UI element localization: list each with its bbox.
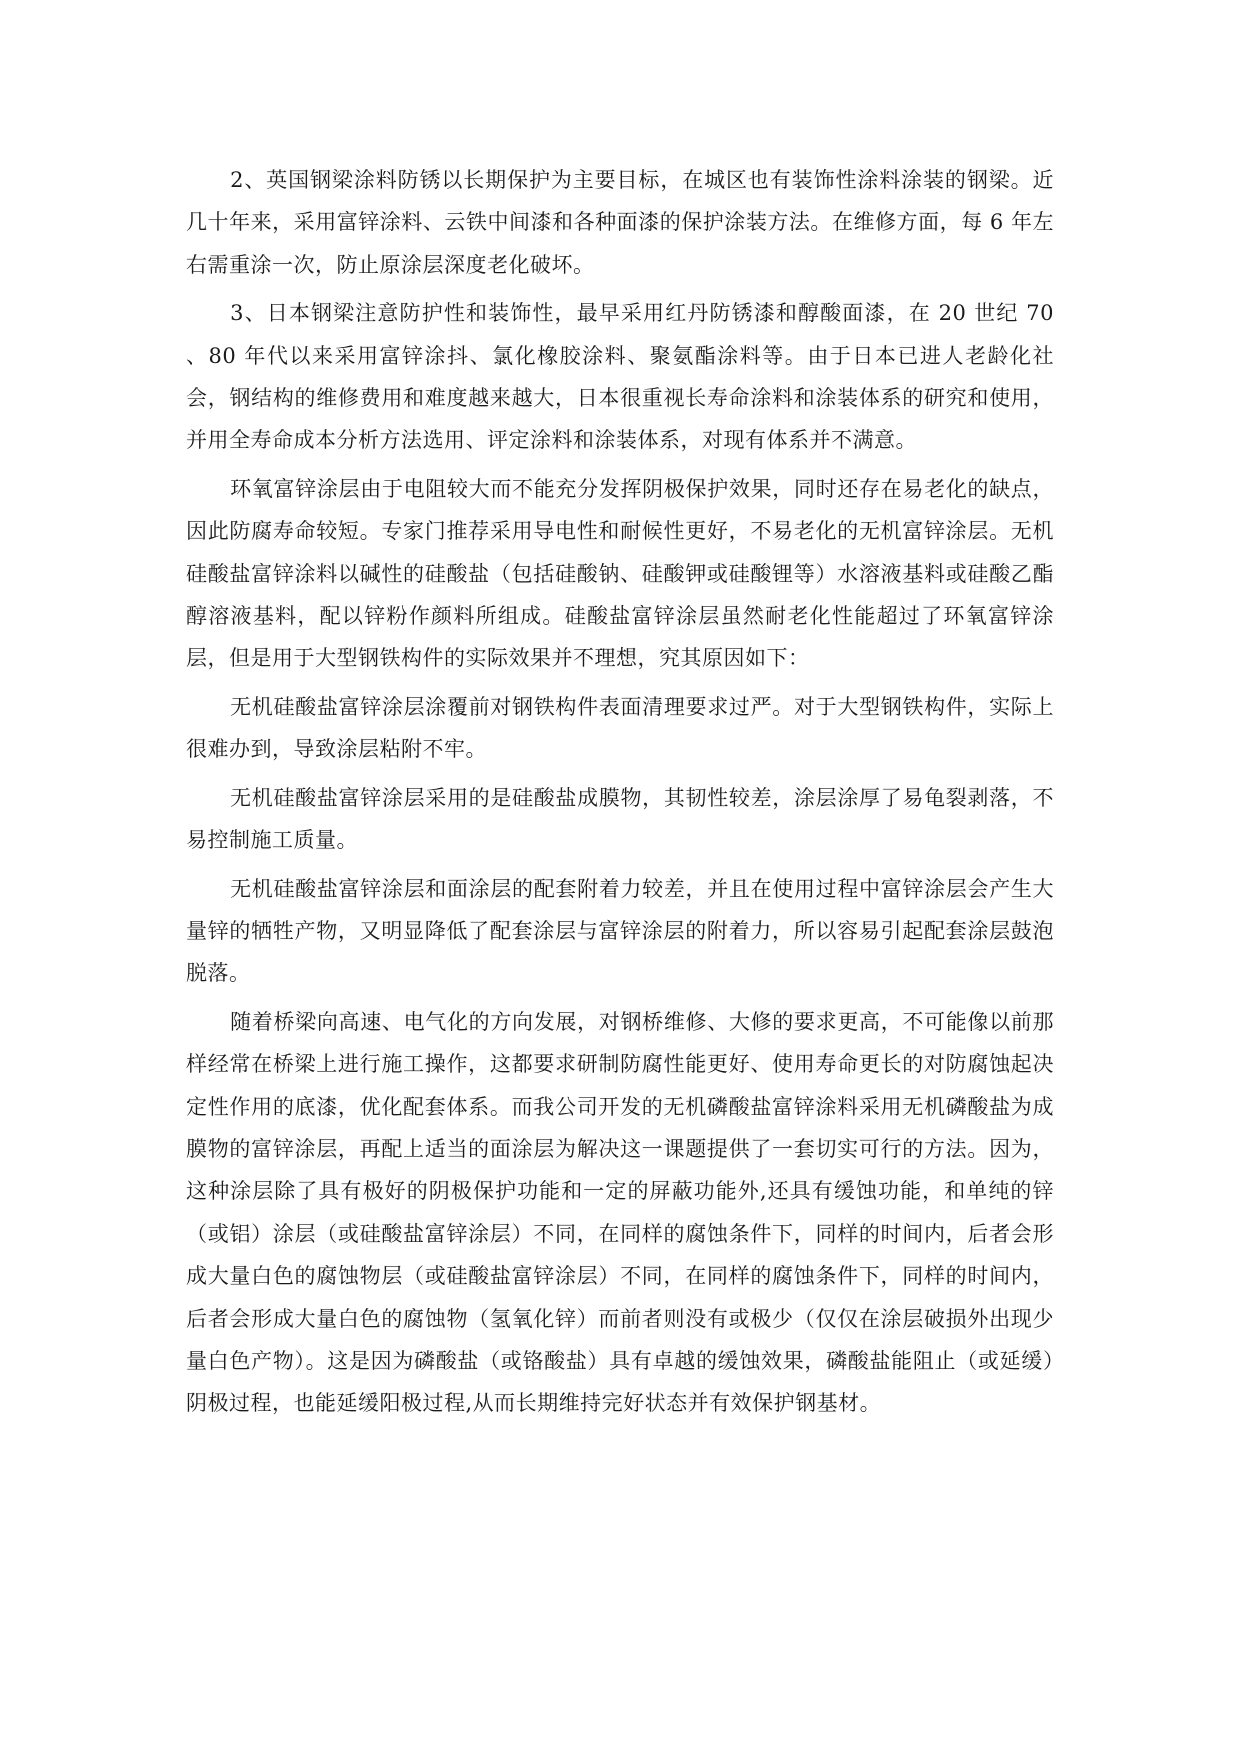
paragraph-adhesion: 无机硅酸盐富锌涂层和面涂层的配套附着力较差，并且在使用过程中富锌涂层会产生大量锌的牺牲产物，又明显降低了配套涂层与富锌涂层的附着力，所以容易引起配套涂层鼓泡脱落。 xyxy=(186,876,1054,986)
paragraph-uk-steel-beams: 2、英国钢梁涂料防锈以长期保护为主要目标，在城区也有装饰性涂料涂装的钢梁。近几十年来，采用富锌涂料、云铁中间漆和各种面漆的保护涂装方法。在维修方面，每 6 年左右需重涂一次，防止原涂层深度老化破坏。 xyxy=(186,168,1054,277)
paragraph-epoxy-zinc-coating: 环氧富锌涂层由于电阻较大而不能充分发挥阴极保护效果，同时还存在易老化的缺点，因此防腐寿命较短。专家门推荐采用导电性和耐候性更好，不易老化的无机富锌涂层。无机硅酸盐富锌涂料以碱性的硅酸盐（包括硅酸钠、硅酸钾或硅酸锂等）水溶液基料或硅酸乙酯醇溶液基料，配以锌粉作颜料所组成。硅酸盐富锌涂层虽然耐老化性能超过了环氧富锌涂层，但是用于大型钢铁构件的实际效果并不理想，究其原因如下： xyxy=(186,476,1054,671)
paragraph-toughness: 无机硅酸盐富锌涂层采用的是硅酸盐成膜物，其韧性较差，涂层涂厚了易龟裂剥落，不易控制施工质量。 xyxy=(186,785,1054,853)
document-body xyxy=(186,159,1054,1431)
paragraph-phosphate-zinc-coating: 随着桥梁向高速、电气化的方向发展，对钢桥维修、大修的要求更高，不可能像以前那样经常在桥梁上进行施工操作，这都要求研制防腐性能更好、使用寿命更长的对防腐蚀起决定性作用的底漆，优化配套体系。而我公司开发的无机磷酸盐富锌涂料采用无机磷酸盐为成膜物的富锌涂层，再配上适当的面涂层为解决这一课题提供了一套切实可行的方法。因为，这种涂层除了具有极好的阴极保护功能和一定的屏蔽功能外,还具有缓蚀功能，和单纯的锌（或铝）涂层（或硅酸盐富锌涂层）不同，在同样的腐蚀条件下，同样的时间内，后者会形成大量白色的腐蚀物层（或硅酸盐富锌涂层）不同，在同样的腐蚀条件下，同样的时间内，后者会形成大量白色的腐蚀物（氢氧化锌）而前者则没有或极少（仅仅在涂层破损外出现少量白色产物）。这是因为磷酸盐（或铬酸盐）具有卓越的缓蚀效果，磷酸盐能阻止（或延缓）阴极过程，也能延缓阳极过程,从而长期维持完好状态并有效保护钢基材。 xyxy=(186,1009,1054,1416)
paragraph-japan-steel-beams: 3、日本钢梁注意防护性和装饰性，最早采用红丹防锈漆和醇酸面漆，在 20 世纪 70 、80 年代以来采用富锌涂抖、氯化橡胶涂料、聚氨酯涂料等。由于日本已进人老龄化社会，钢结构的维修费用和难度越来越大，日本很重视长寿命涂料和涂装体系的研究和使用，并用全寿命成本分析方法选用、评定涂料和涂装体系，对现有体系并不满意。 xyxy=(186,301,1054,453)
paragraph-surface-preparation: 无机硅酸盐富锌涂层涂覆前对钢铁构件表面清理要求过严。对于大型钢铁构件，实际上很难办到，导致涂层粘附不牢。 xyxy=(186,694,1054,762)
